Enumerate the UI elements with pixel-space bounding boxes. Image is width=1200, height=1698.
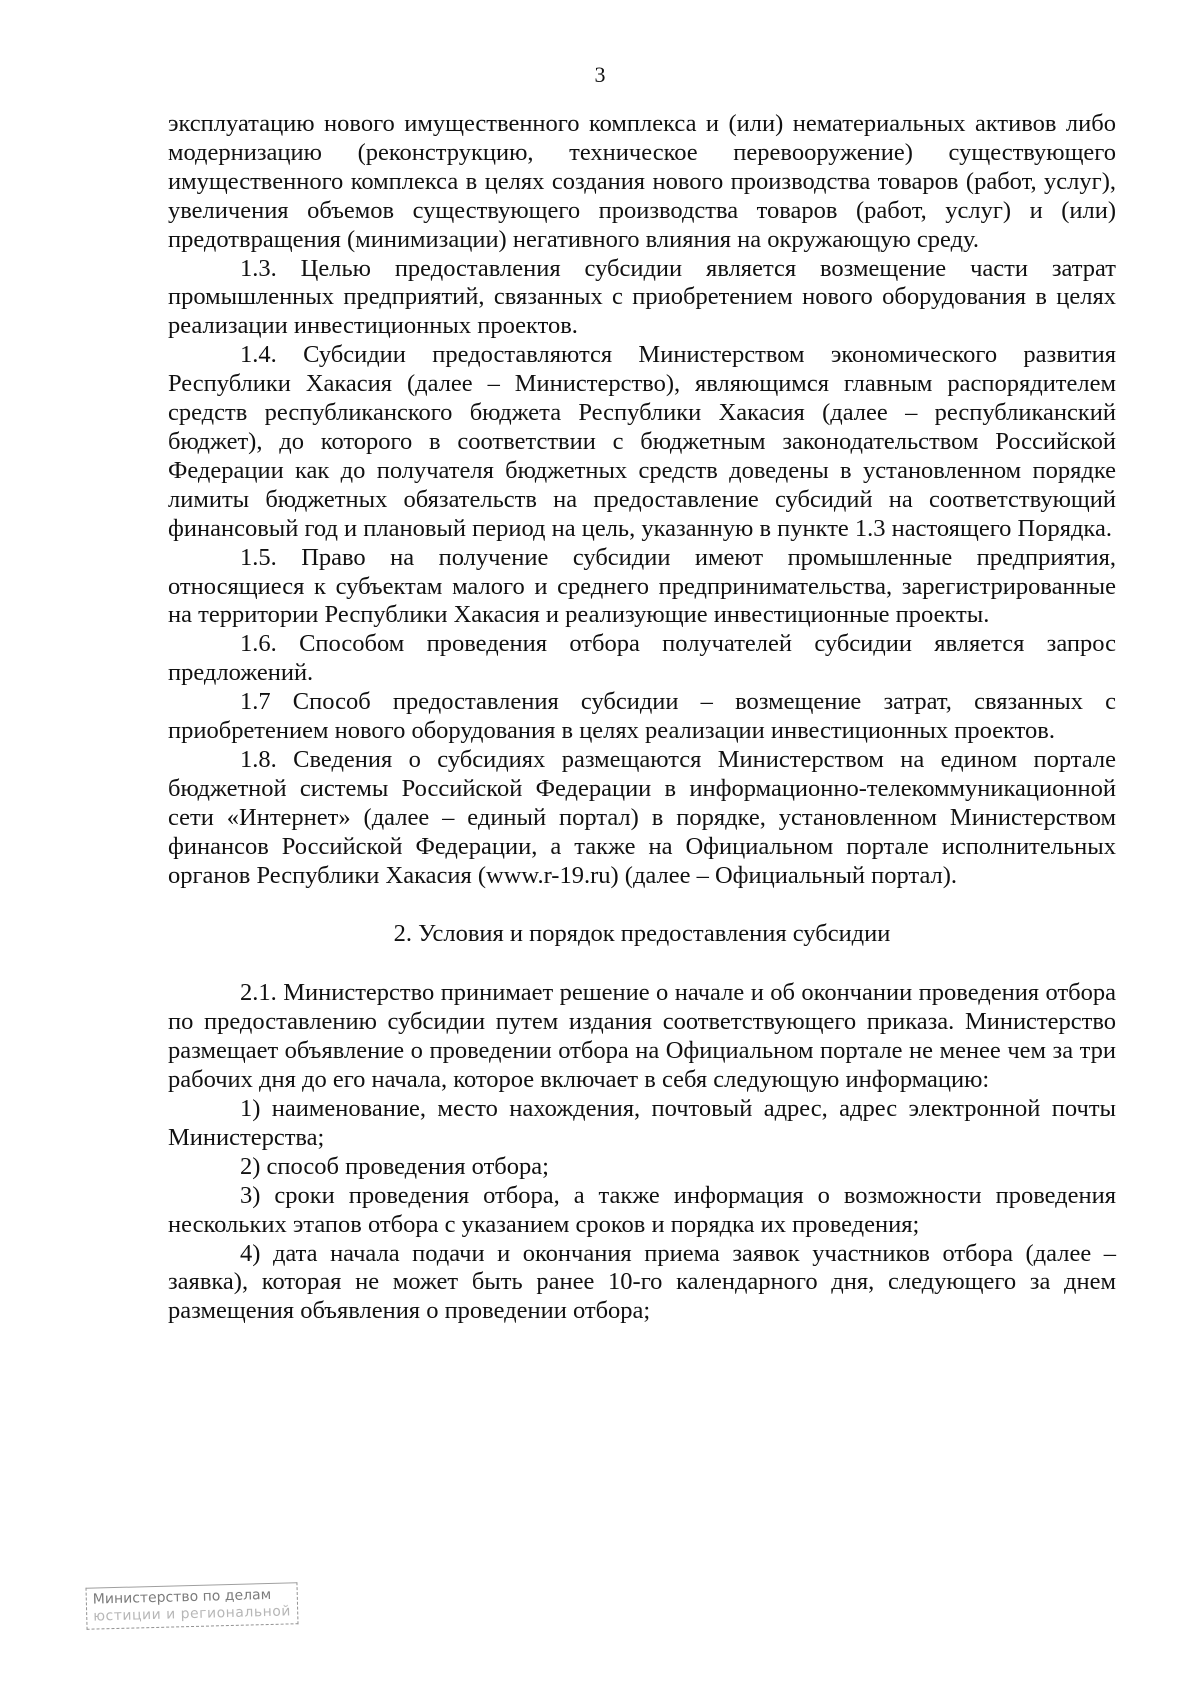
- paragraph-1-8: 1.8. Сведения о субсидиях размещаются Министерством на едином портале бюджетной системы Российской Федерации в информационно-телекоммуникационной сети «Интернет» (далее – единый портал) в порядке, установленном Министерством финансов Российской Федерации, а также на Официальном портале исполнительных органов Республики Хакасия (www.r-19.ru) (далее – Официальный портал).: [168, 745, 1116, 889]
- paragraph-continuation: эксплуатацию нового имущественного комплекса и (или) нематериальных активов либо модернизацию (реконструкцию, техническое перевооружение) существующего имущественного комплекса в целях создания нового производства товаров (работ, услуг), увеличения объемов существующего производства товаров (работ, услуг) и (или) предотвращения (минимизации) негативного влияния на окружающую среду.: [168, 110, 1116, 253]
- list-item-1: 1) наименование, место нахождения, почтовый адрес, адрес электронной почты Министерства;: [168, 1095, 1116, 1151]
- paragraph-1-5: 1.5. Право на получение субсидии имеют промышленные предприятия, относящиеся к субъектам малого и среднего предпринимательства, зарегистрированные на территории Республики Хакасия и реализующие инвестиционные проекты.: [168, 543, 1116, 629]
- list-item-2: 2) способ проведения отбора;: [240, 1152, 549, 1180]
- paragraph-1-6: 1.6. Способом проведения отбора получателей субсидии является запрос предложений.: [168, 630, 1116, 687]
- list-item-3: 3) сроки проведения отбора, а также информация о возможности проведения нескольких этапов отбора с указанием сроков и порядка их проведения;: [168, 1181, 1116, 1238]
- paragraph-1-7: 1.7 Способ предоставления субсидии – возмещение затрат, связанных с приобретением нового оборудования в целях реализации инвестиционных проектов.: [168, 688, 1116, 745]
- stamp-line-1: Министерство по делам: [92, 1586, 272, 1608]
- paragraph-2-1: 2.1. Министерство принимает решение о начале и об окончании проведения отбора по предоставлению субсидии путем издания соответствующего приказа. Министерство размещает объявление о проведении отбора на Официальном портале не менее чем за три рабочих дня до его начала, которое включает в себя следующую информацию:: [168, 979, 1116, 1094]
- paragraph-1-3: 1.3. Целью предоставления субсидии является возмещение части затрат промышленных предприятий, связанных с приобретением нового оборудования в целях реализации инвестиционных проектов.: [168, 254, 1116, 340]
- document-body: [168, 110, 1116, 1326]
- list-item-4: 4) дата начала подачи и окончания приема заявок участников отбора (далее – заявка), которая не может быть ранее 10-го календарного дня, следующего за днем размещения объявления о проведении отбора;: [168, 1239, 1116, 1325]
- stamp-line-2: юстиции и региональной: [93, 1603, 292, 1625]
- section-heading: 2. Условия и порядок предоставления субсидии: [393, 920, 891, 948]
- ministry-stamp: [85, 1582, 298, 1630]
- page-number: 3: [594, 62, 606, 87]
- paragraph-1-4: 1.4. Субсидии предоставляются Министерством экономического развития Республики Хакасия (далее – Министерство), являющимся главным распорядителем средств республиканского бюджета Республики Хакасия (далее – республиканский бюджет), до которого в соответствии с бюджетным законодательством Российской Федерации как до получателя бюджетных средств доведены в установленном порядке лимиты бюджетных обязательств на предоставление субсидий на соответствующий финансовый год и плановый период на цель, указанную в пункте 1.3 настоящего Порядка.: [168, 341, 1116, 542]
